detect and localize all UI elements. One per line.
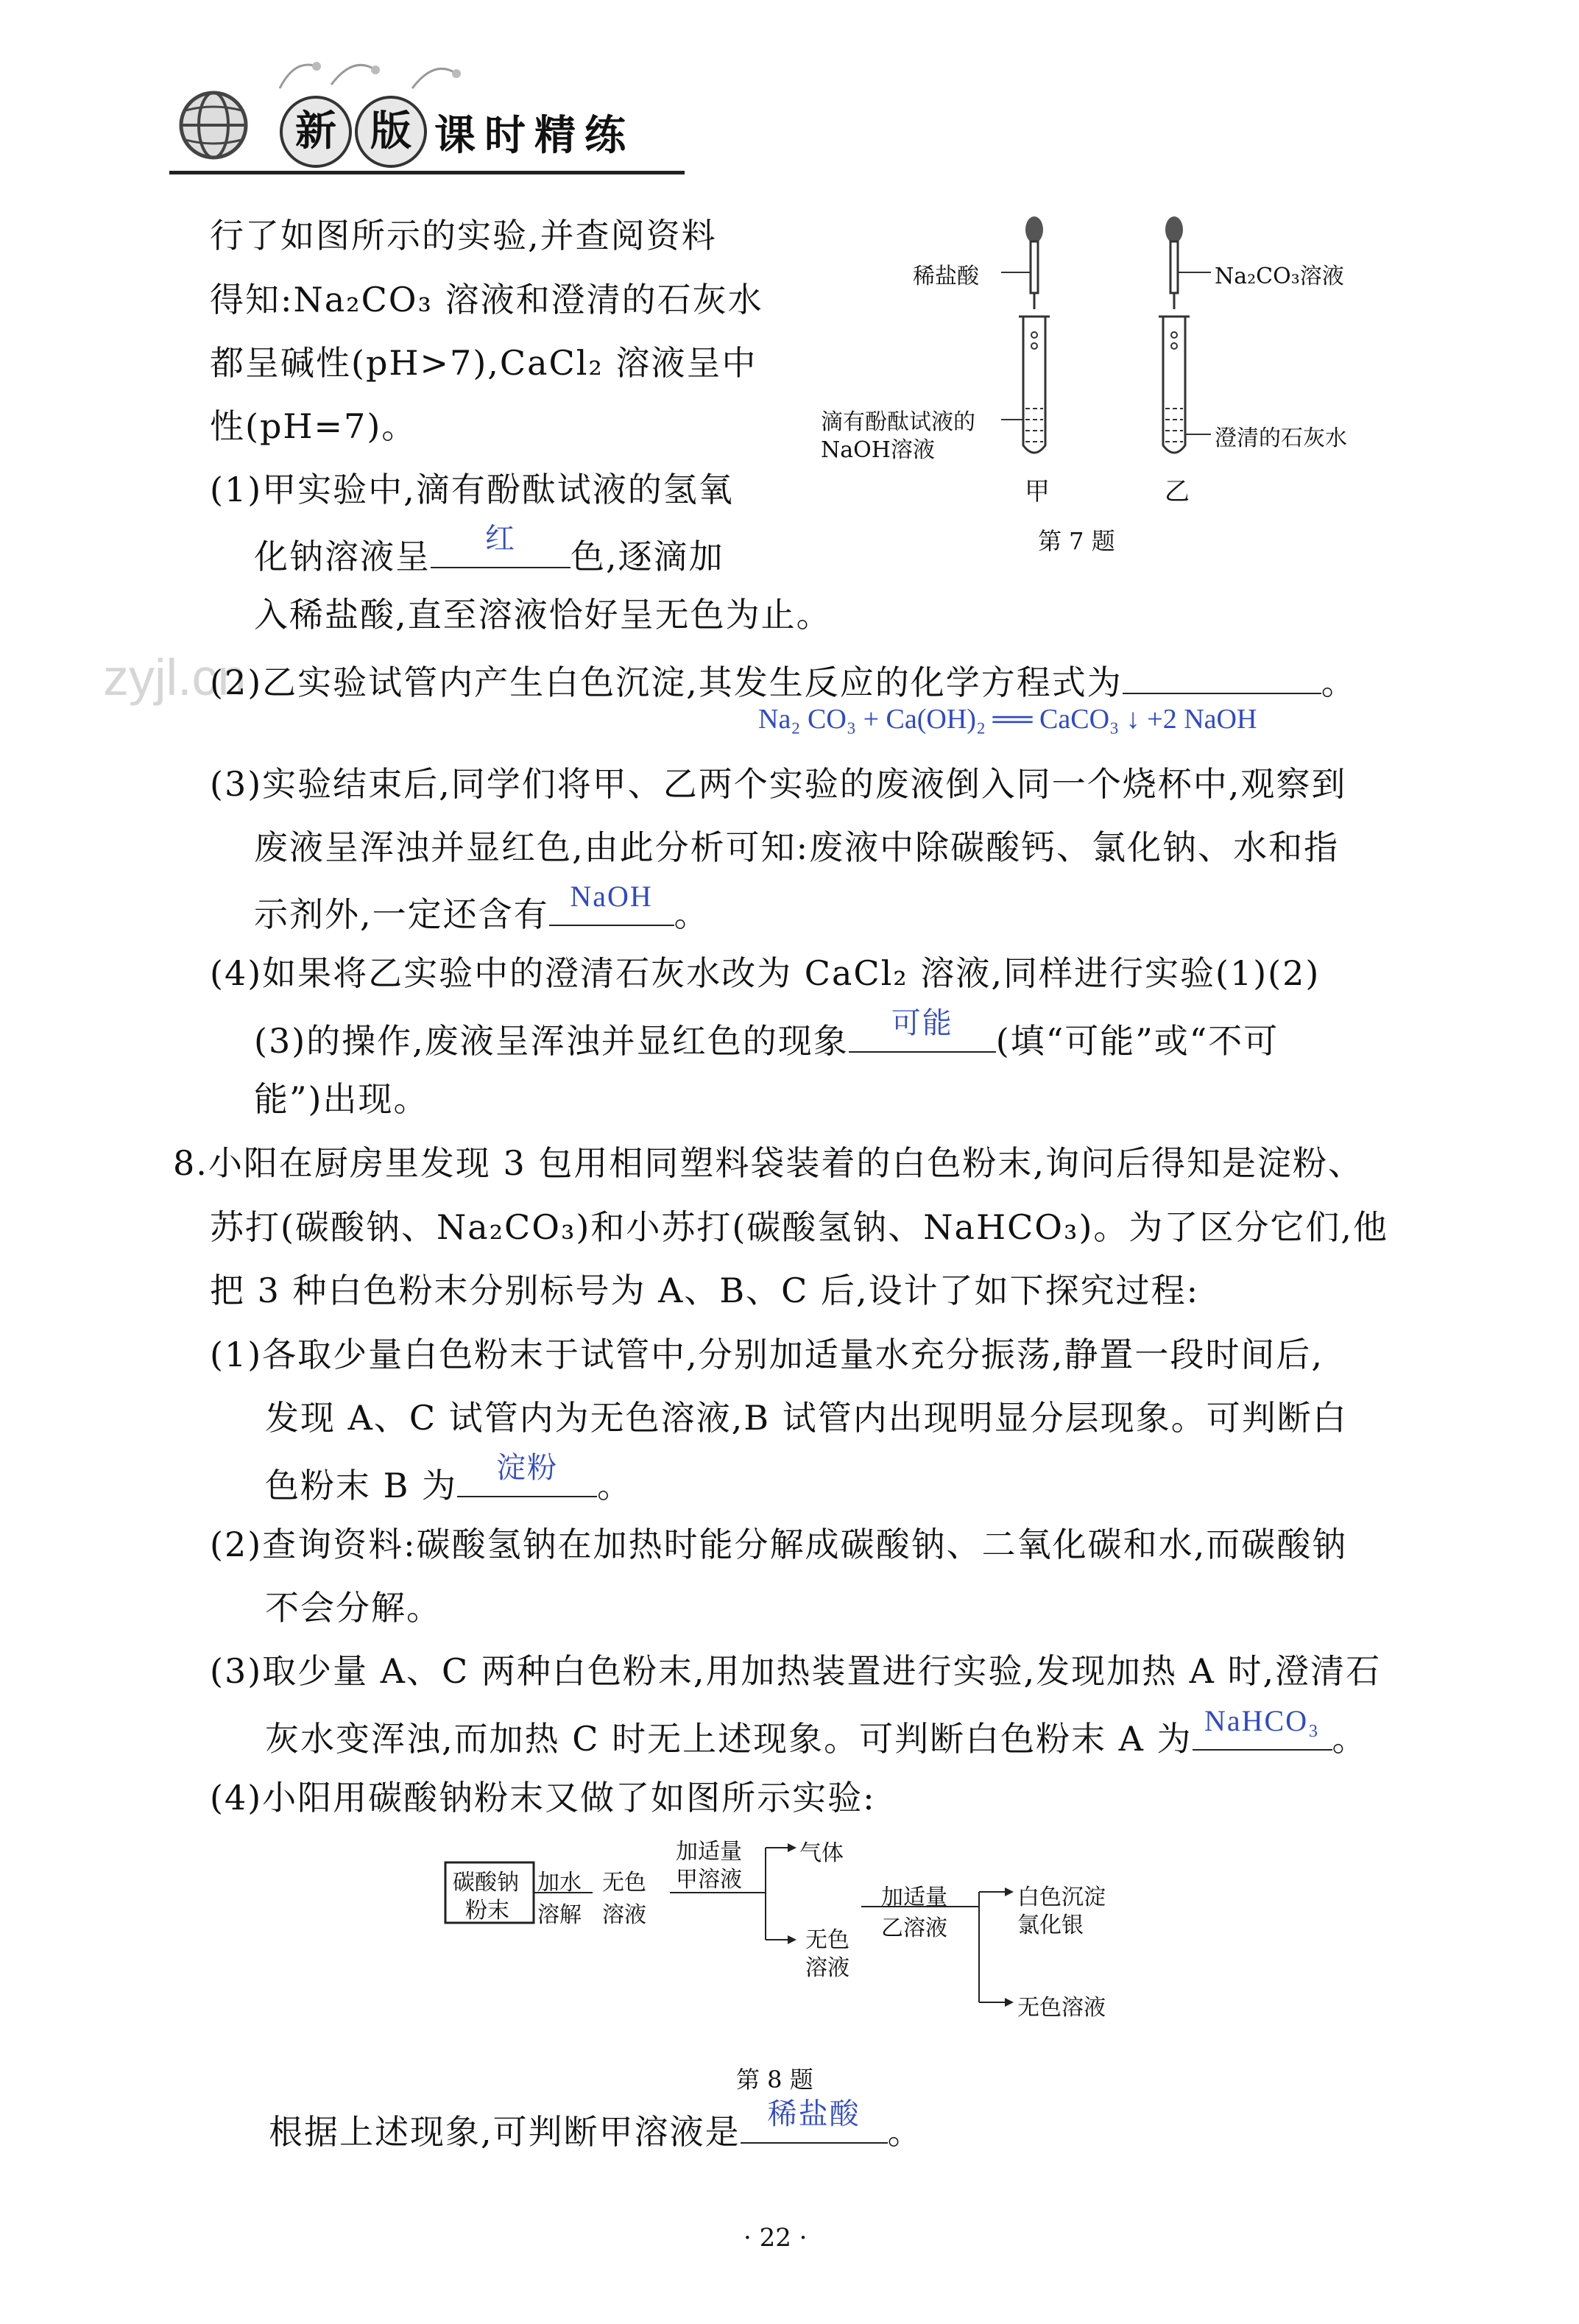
q8-part1-line-2: 发现 A、C 试管内为无色溶液,B 试管内出现明显分层现象。可判断白 [265, 1398, 1348, 1438]
q8-part3-answer: NaHCO₃ [1204, 1704, 1321, 1737]
flow-add-jia-2: 甲溶液 [676, 1867, 742, 1893]
flow-colorless2-1: 无色 [805, 1927, 849, 1953]
page-header [169, 52, 685, 177]
watermark: zyjl.cn [103, 649, 247, 706]
q7-part2-blank [1123, 656, 1321, 694]
q7-part4-answer: 可能 [891, 1006, 953, 1039]
q8-part3-line-1: (3)取少量 A、C 两种白色粉末,用加热装置进行实验,发现加热 A 时,澄清石 [210, 1651, 1382, 1691]
q7-part3-text-b: 。 [674, 894, 710, 934]
q7-part3-line-1: (3)实验结束后,同学们将甲、乙两个实验的废液倒入同一个烧杯中,观察到 [210, 764, 1347, 804]
q7-part1-blank [431, 522, 571, 568]
flow-box-line-2: 粉末 [465, 1898, 509, 1924]
q8-conclusion-line [269, 2097, 923, 2154]
flow-precipitate-1: 白色沉淀 [1017, 1885, 1106, 1910]
q8-intro-line-2: 苏打(碳酸钠、Na₂CO₃)和小苏打(碳酸氢钠、NaHCO₃)。为了区分它们,他 [210, 1207, 1389, 1247]
flow-add-jia-1: 加适量 [676, 1839, 742, 1865]
q7-part4-text-b: (填“可能”或“不可 [995, 1021, 1279, 1061]
q7-part4-line-3: 能”)出现。 [254, 1079, 429, 1119]
flow-colorless-1: 无色 [602, 1870, 646, 1896]
flow-add-water-2: 溶解 [537, 1902, 582, 1928]
q7-part4-line-1: (4)如果将乙实验中的澄清石灰水改为 CaCl₂ 溶液,同样进行实验(1)(2) [210, 953, 1321, 993]
q8-part1-line-1: (1)各取少量白色粉末于试管中,分别加适量水充分振荡,静置一段时间后, [210, 1335, 1324, 1374]
q8-part4-line-1: (4)小阳用碳酸钠粉末又做了如图所示实验: [210, 1778, 876, 1818]
q7-intro-line-1: 行了如图所示的实验,并查阅资料 [210, 216, 717, 255]
test-tube-jia-icon [1001, 317, 1050, 453]
flow-colorless2-2: 溶液 [805, 1955, 849, 1981]
q7-part3-line-2: 废液呈浑浊并显红色,由此分析可知:废液中除碳酸钙、氯化钠、水和指 [254, 827, 1340, 867]
q7-part1-line-2 [254, 522, 724, 579]
header-title: 课时精练 [434, 112, 635, 160]
q7-part4-text-a: (3)的操作,废液呈浑浊并显红色的现象 [254, 1021, 849, 1061]
flow-colorless-2: 溶液 [602, 1902, 646, 1928]
q8-part1-answer: 淀粉 [496, 1451, 559, 1484]
q8-part2-line-2: 不会分解。 [265, 1588, 442, 1628]
q8-conclusion-text-a: 根据上述现象,可判断甲溶液是 [269, 2112, 741, 2152]
page-number: · 22 · [743, 2223, 808, 2253]
q7-part2-end: 。 [1321, 663, 1357, 702]
q7-part3-text-a: 示剂外,一定还含有 [254, 894, 549, 934]
header-badge-2: 版 [355, 96, 427, 168]
q7-intro-line-2: 得知:Na₂CO₃ 溶液和澄清的石灰水 [210, 280, 763, 319]
q7-part3-line-3 [254, 880, 710, 936]
q8-flow-diagram [442, 1833, 1215, 2046]
q7-intro-line-3: 都呈碱性(pH>7),CaCl₂ 溶液呈中 [210, 343, 757, 383]
q8-figure-caption: 第 8 题 [736, 2066, 813, 2094]
q7-part2-line-1 [210, 656, 1357, 704]
q8-part1-text-a: 色粉末 B 为 [265, 1466, 458, 1505]
flow-gas: 气体 [799, 1840, 844, 1866]
q8-part1-line-3 [265, 1451, 633, 1508]
q7-figure-caption: 第 7 题 [1038, 527, 1115, 555]
test-tube-yi-icon [1159, 317, 1211, 453]
q7-part4-line-2 [254, 1006, 1279, 1063]
q7-part1-answer: 红 [485, 522, 516, 555]
dropper-yi-icon [1165, 216, 1211, 309]
globe-icon [169, 81, 258, 169]
q7-part4-blank [849, 1006, 996, 1053]
label-phenolphthalein-2: NaOH溶液 [821, 437, 935, 463]
label-phenolphthalein-1: 滴有酚酞试液的 [821, 409, 975, 435]
q7-part2-answer: Na₂ CO₃ + Ca(OH)₂ ══ CaCO₃ ↓ +2 NaOH [758, 704, 1257, 735]
q7-intro-line-4: 性(pH=7)。 [210, 406, 417, 446]
flow-box-line-1: 碳酸钠 [453, 1870, 519, 1896]
label-jia: 甲 [1025, 477, 1050, 506]
label-limewater: 澄清的石灰水 [1215, 425, 1347, 451]
q8-intro-line-1: 8.小阳在厨房里发现 3 包用相同塑料袋装着的白色粉末,询问后得知是淀粉、 [173, 1143, 1364, 1183]
q8-conclusion-text-b: 。 [887, 2112, 923, 2152]
q7-part3-blank [549, 880, 674, 926]
flow-add-water-1: 加水 [537, 1870, 582, 1896]
q7-part3-answer: NaOH [570, 880, 653, 913]
q7-part2-text: (2)乙实验试管内产生白色沉淀,其发生反应的化学方程式为 [210, 663, 1123, 702]
flow-add-yi-1: 加适量 [881, 1885, 947, 1910]
flow-precipitate-2: 氯化银 [1017, 1912, 1084, 1938]
q8-conclusion-answer: 稀盐酸 [767, 2097, 861, 2130]
q7-part1-line-3: 入稀盐酸,直至溶液恰好呈无色为止。 [254, 595, 832, 635]
q8-part1-blank [457, 1451, 597, 1497]
decorative-leaves-icon [265, 52, 501, 96]
q7-part1-line-1: (1)甲实验中,滴有酚酞试液的氢氧 [210, 470, 734, 509]
q7-part1-text-a: 化钠溶液呈 [254, 537, 431, 576]
q8-part3-line-2 [265, 1704, 1368, 1761]
label-yi: 乙 [1165, 477, 1190, 506]
header-badge-1: 新 [280, 96, 352, 168]
flow-add-yi-2: 乙溶液 [881, 1915, 947, 1941]
q7-part1-text-b: 色,逐滴加 [571, 537, 724, 576]
q8-part3-blank [1193, 1704, 1332, 1751]
label-na2co3-solution: Na₂CO₃溶液 [1215, 264, 1344, 289]
q8-intro-line-3: 把 3 种白色粉末分别标号为 A、B、C 后,设计了如下探究过程: [210, 1271, 1200, 1310]
label-dilute-hcl: 稀盐酸 [913, 264, 979, 289]
dropper-jia-icon [1001, 216, 1043, 309]
header-rule [169, 171, 685, 174]
test-tubes-diagram [810, 199, 1399, 523]
q8-part1-text-b: 。 [597, 1466, 633, 1505]
q7-figure [810, 199, 1399, 567]
q8-part2-line-1: (2)查询资料:碳酸氢钠在加热时能分解成碳酸钠、二氧化碳和水,而碳酸钠 [210, 1525, 1348, 1564]
q8-part3-text-a: 灰水变浑浊,而加热 C 时无上述现象。可判断白色粉末 A 为 [265, 1719, 1193, 1759]
flow-final-colorless: 无色溶液 [1017, 1995, 1106, 2021]
q8-part3-text-b: 。 [1332, 1719, 1368, 1759]
q8-conclusion-blank [741, 2097, 888, 2144]
